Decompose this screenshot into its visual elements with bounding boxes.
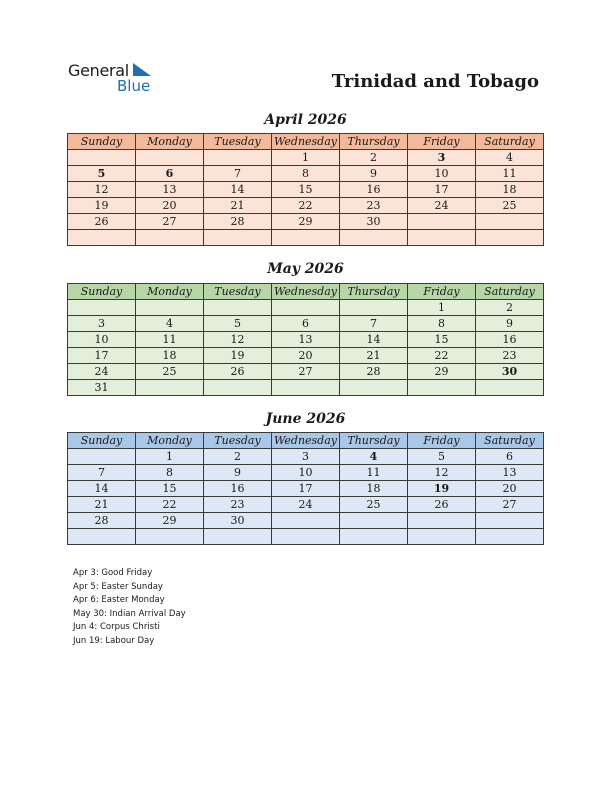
day-cell: 10: [68, 332, 136, 348]
day-cell: 3: [408, 150, 476, 166]
day-cell: 6: [272, 316, 340, 332]
day-cell: 2: [204, 449, 272, 465]
week-row: [68, 198, 544, 214]
day-cell: 11: [136, 332, 204, 348]
day-cell: [476, 513, 544, 529]
day-cell: 24: [68, 364, 136, 380]
day-cell: 28: [68, 513, 136, 529]
day-cell: 1: [272, 150, 340, 166]
day-cell: 4: [136, 316, 204, 332]
day-cell: [204, 230, 272, 246]
weekday-header: Sunday: [68, 433, 136, 449]
weekday-header-row: [68, 433, 544, 449]
day-cell: 21: [340, 348, 408, 364]
day-cell: 17: [68, 348, 136, 364]
day-cell: 15: [136, 481, 204, 497]
day-cell: 5: [204, 316, 272, 332]
day-cell: 23: [476, 348, 544, 364]
weekday-header: Wednesday: [272, 284, 340, 300]
day-cell: 28: [204, 214, 272, 230]
day-cell: 9: [204, 465, 272, 481]
calendar-april: [67, 133, 544, 246]
day-cell: 29: [408, 364, 476, 380]
week-row: [68, 481, 544, 497]
day-cell: 18: [136, 348, 204, 364]
day-cell: [476, 380, 544, 396]
day-cell: 2: [340, 150, 408, 166]
day-cell: [204, 529, 272, 545]
day-cell: 25: [136, 364, 204, 380]
weekday-header: Tuesday: [204, 433, 272, 449]
day-cell: 10: [272, 465, 340, 481]
weekday-header: Thursday: [340, 433, 408, 449]
day-cell: 13: [476, 465, 544, 481]
day-cell: 8: [136, 465, 204, 481]
day-cell: 23: [340, 198, 408, 214]
day-cell: [68, 300, 136, 316]
day-cell: [272, 529, 340, 545]
day-cell: 16: [204, 481, 272, 497]
day-cell: 27: [272, 364, 340, 380]
week-row: [68, 529, 544, 545]
calendar-body: [68, 449, 544, 545]
day-cell: 30: [204, 513, 272, 529]
day-cell: 1: [136, 449, 204, 465]
day-cell: 22: [272, 198, 340, 214]
day-cell: 24: [272, 497, 340, 513]
logo-triangle-icon: [133, 63, 151, 77]
week-row: [68, 497, 544, 513]
day-cell: 26: [204, 364, 272, 380]
day-cell: 3: [68, 316, 136, 332]
calendar-june: [67, 432, 544, 545]
week-row: [68, 513, 544, 529]
weekday-header: Wednesday: [272, 433, 340, 449]
week-row: [68, 348, 544, 364]
weekday-header: Friday: [408, 134, 476, 150]
day-cell: 9: [340, 166, 408, 182]
day-cell: 6: [136, 166, 204, 182]
weekday-header: Friday: [408, 433, 476, 449]
weekday-header: Monday: [136, 134, 204, 150]
day-cell: 16: [476, 332, 544, 348]
day-cell: 4: [340, 449, 408, 465]
holiday-note: Apr 6: Easter Monday: [73, 595, 165, 606]
day-cell: 7: [340, 316, 408, 332]
holiday-note: Jun 19: Labour Day: [73, 635, 155, 646]
day-cell: [272, 300, 340, 316]
day-cell: 20: [272, 348, 340, 364]
weekday-header: Friday: [408, 284, 476, 300]
day-cell: 14: [68, 481, 136, 497]
day-cell: 22: [408, 348, 476, 364]
day-cell: [340, 380, 408, 396]
logo-text-blue: Blue: [117, 77, 151, 95]
day-cell: 3: [272, 449, 340, 465]
day-cell: [272, 230, 340, 246]
country-title: Trinidad and Tobago: [331, 71, 539, 92]
day-cell: 12: [408, 465, 476, 481]
day-cell: [204, 150, 272, 166]
day-cell: 20: [136, 198, 204, 214]
day-cell: 27: [136, 214, 204, 230]
weekday-header: Sunday: [68, 284, 136, 300]
day-cell: [68, 449, 136, 465]
day-cell: [68, 230, 136, 246]
day-cell: 28: [340, 364, 408, 380]
day-cell: 14: [204, 182, 272, 198]
day-cell: [476, 214, 544, 230]
week-row: [68, 166, 544, 182]
month-title-april: April 2026: [264, 112, 347, 128]
day-cell: [204, 380, 272, 396]
day-cell: 30: [340, 214, 408, 230]
weekday-header: Saturday: [476, 134, 544, 150]
month-title-may: May 2026: [267, 261, 344, 277]
month-title-june: June 2026: [265, 411, 346, 427]
day-cell: 17: [408, 182, 476, 198]
day-cell: [136, 150, 204, 166]
week-row: [68, 465, 544, 481]
day-cell: [408, 529, 476, 545]
day-cell: [340, 529, 408, 545]
day-cell: [136, 380, 204, 396]
day-cell: 4: [476, 150, 544, 166]
day-cell: 11: [476, 166, 544, 182]
day-cell: 8: [272, 166, 340, 182]
day-cell: 20: [476, 481, 544, 497]
day-cell: [68, 529, 136, 545]
weekday-header: Monday: [136, 284, 204, 300]
day-cell: 8: [408, 316, 476, 332]
day-cell: 13: [136, 182, 204, 198]
holiday-note: Apr 3: Good Friday: [73, 568, 153, 578]
day-cell: 12: [204, 332, 272, 348]
day-cell: 1: [408, 300, 476, 316]
day-cell: 21: [204, 198, 272, 214]
weekday-header: Saturday: [476, 433, 544, 449]
day-cell: [476, 529, 544, 545]
day-cell: 16: [340, 182, 408, 198]
calendar-body: [68, 300, 544, 396]
week-row: [68, 150, 544, 166]
day-cell: 22: [136, 497, 204, 513]
week-row: [68, 316, 544, 332]
day-cell: [408, 513, 476, 529]
day-cell: 15: [272, 182, 340, 198]
weekday-header-row: [68, 134, 544, 150]
day-cell: 7: [68, 465, 136, 481]
day-cell: [136, 230, 204, 246]
week-row: [68, 449, 544, 465]
day-cell: 29: [272, 214, 340, 230]
day-cell: 18: [476, 182, 544, 198]
logo: [68, 61, 168, 97]
day-cell: 9: [476, 316, 544, 332]
week-row: [68, 214, 544, 230]
holiday-note: May 30: Indian Arrival Day: [73, 608, 186, 619]
day-cell: 24: [408, 198, 476, 214]
day-cell: 26: [68, 214, 136, 230]
holiday-note: Apr 5: Easter Sunday: [73, 581, 163, 592]
day-cell: 26: [408, 497, 476, 513]
day-cell: 11: [340, 465, 408, 481]
day-cell: 15: [408, 332, 476, 348]
weekday-header: Monday: [136, 433, 204, 449]
week-row: [68, 230, 544, 246]
weekday-header: Tuesday: [204, 134, 272, 150]
day-cell: [204, 300, 272, 316]
holiday-note: Jun 4: Corpus Christi: [73, 622, 160, 633]
day-cell: [340, 513, 408, 529]
day-cell: 14: [340, 332, 408, 348]
day-cell: [340, 230, 408, 246]
day-cell: 19: [204, 348, 272, 364]
day-cell: [136, 300, 204, 316]
day-cell: [272, 513, 340, 529]
week-row: [68, 332, 544, 348]
day-cell: 30: [476, 364, 544, 380]
weekday-header: Saturday: [476, 284, 544, 300]
week-row: [68, 182, 544, 198]
day-cell: 18: [340, 481, 408, 497]
day-cell: [340, 300, 408, 316]
day-cell: [272, 380, 340, 396]
day-cell: 5: [408, 449, 476, 465]
day-cell: 25: [340, 497, 408, 513]
weekday-header: Sunday: [68, 134, 136, 150]
day-cell: 12: [68, 182, 136, 198]
day-cell: 29: [136, 513, 204, 529]
day-cell: [408, 380, 476, 396]
calendar-may: [67, 283, 544, 396]
day-cell: 21: [68, 497, 136, 513]
weekday-header: Thursday: [340, 284, 408, 300]
day-cell: 10: [408, 166, 476, 182]
day-cell: [408, 214, 476, 230]
day-cell: 13: [272, 332, 340, 348]
day-cell: 19: [68, 198, 136, 214]
day-cell: 5: [68, 166, 136, 182]
day-cell: [68, 150, 136, 166]
weekday-header: Wednesday: [272, 134, 340, 150]
day-cell: 23: [204, 497, 272, 513]
day-cell: [408, 230, 476, 246]
day-cell: 31: [68, 380, 136, 396]
day-cell: [476, 230, 544, 246]
day-cell: 17: [272, 481, 340, 497]
day-cell: 25: [476, 198, 544, 214]
day-cell: 2: [476, 300, 544, 316]
day-cell: 27: [476, 497, 544, 513]
week-row: [68, 380, 544, 396]
weekday-header: Tuesday: [204, 284, 272, 300]
calendar-body: [68, 150, 544, 246]
holiday-list: [73, 567, 186, 649]
day-cell: 6: [476, 449, 544, 465]
weekday-header: Thursday: [340, 134, 408, 150]
week-row: [68, 364, 544, 380]
day-cell: 19: [408, 481, 476, 497]
day-cell: 7: [204, 166, 272, 182]
weekday-header-row: [68, 284, 544, 300]
week-row: [68, 300, 544, 316]
logo-text-general: General: [68, 61, 129, 80]
day-cell: [136, 529, 204, 545]
